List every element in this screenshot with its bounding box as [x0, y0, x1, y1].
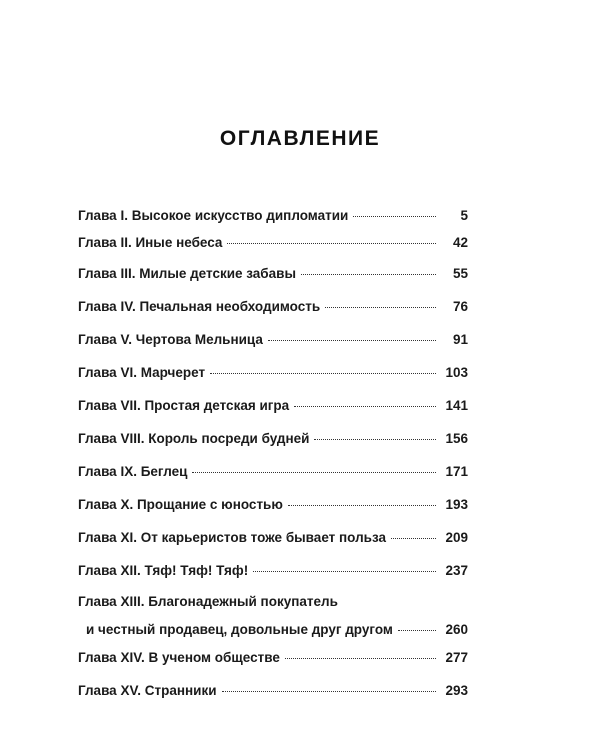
dot-leader — [294, 392, 436, 407]
toc-entry — [78, 494, 468, 514]
dot-leader — [391, 524, 436, 539]
toc-entry — [78, 232, 468, 252]
chapter-title-continuation: и честный продавец, довольные друг другом — [86, 622, 393, 637]
page-number: 209 — [445, 530, 468, 545]
dot-leader — [314, 425, 436, 440]
chapter-title: Глава IX. Беглец — [78, 464, 188, 479]
page-number: 293 — [445, 683, 468, 698]
toc-title: ОГЛАВЛЕНИЕ — [219, 127, 381, 150]
dot-leader — [288, 491, 436, 506]
chapter-title: Глава X. Прощание с юностью — [78, 497, 283, 512]
dot-leader — [268, 326, 436, 341]
chapter-title: Глава II. Иные небеса — [78, 235, 223, 250]
page-number: 91 — [452, 332, 468, 347]
chapter-title: Глава VIII. Король посреди будней — [78, 431, 310, 446]
toc-entry — [78, 362, 468, 382]
chapter-title: Глава III. Милые детские забавы — [78, 266, 296, 281]
page-number: 55 — [452, 266, 468, 281]
dot-leader — [398, 616, 436, 631]
page-number: 76 — [452, 299, 468, 314]
dot-leader — [227, 229, 436, 244]
toc-entry — [78, 527, 468, 547]
dot-leader — [222, 677, 437, 692]
toc-entry — [78, 680, 468, 700]
chapter-title: Глава XV. Странники — [78, 683, 217, 698]
chapter-title: Глава VII. Простая детская игра — [78, 398, 290, 413]
toc-entry — [78, 395, 468, 415]
page-number: 260 — [445, 622, 468, 637]
toc-entry — [78, 593, 468, 639]
page-number: 42 — [452, 235, 468, 250]
dot-leader — [192, 458, 436, 473]
toc-entry — [78, 647, 468, 667]
dot-leader — [353, 202, 436, 217]
page-number: 193 — [445, 497, 468, 512]
dot-leader — [325, 293, 436, 308]
dot-leader — [301, 260, 436, 275]
chapter-title: Глава V. Чертова Мельница — [78, 332, 263, 347]
page-number: 277 — [445, 650, 468, 665]
chapter-title: Глава VI. Марчерет — [78, 365, 206, 380]
chapter-title: Глава IV. Печальная необходимость — [78, 299, 321, 314]
toc-entry — [78, 560, 468, 580]
dot-leader — [253, 557, 436, 572]
toc-entry — [78, 263, 468, 283]
chapter-title: Глава XI. От карьеристов тоже бывает польза — [78, 530, 386, 545]
dot-leader — [285, 644, 436, 659]
page-number: 5 — [460, 208, 468, 223]
chapter-title: Глава XII. Тяф! Тяф! Тяф! — [78, 563, 249, 578]
toc-entry — [78, 205, 468, 225]
chapter-title: Глава I. Высокое искусство дипломатии — [78, 208, 349, 223]
page-number: 171 — [445, 464, 468, 479]
page-number: 141 — [445, 398, 468, 413]
chapter-title: Глава XIII. Благонадежный покупатель — [78, 594, 338, 609]
toc-entry — [78, 296, 468, 316]
dot-leader — [210, 359, 436, 374]
page-number: 237 — [445, 563, 468, 578]
toc-entry — [78, 428, 468, 448]
chapter-title: Глава XIV. В ученом обществе — [78, 650, 280, 665]
toc-entry — [78, 329, 468, 349]
page-number: 156 — [445, 431, 468, 446]
page-number: 103 — [445, 365, 468, 380]
toc-entry — [78, 461, 468, 481]
